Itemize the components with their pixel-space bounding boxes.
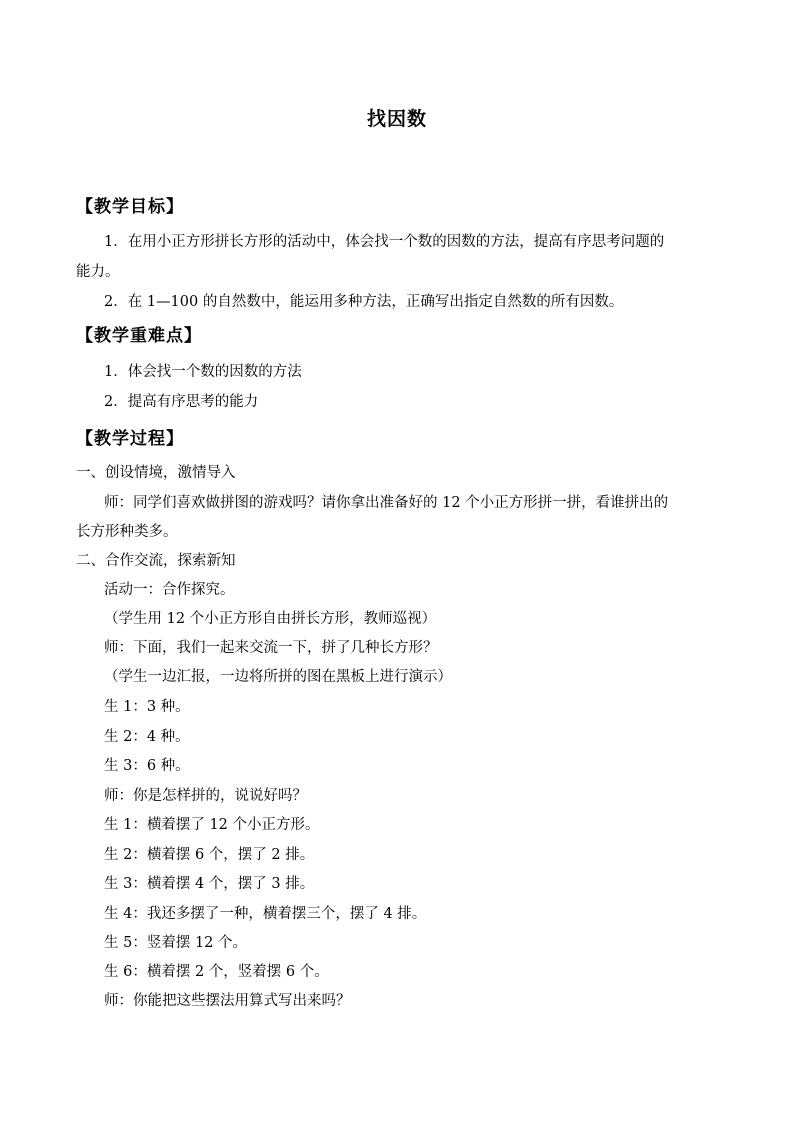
process-line: 师：你能把这些摆法用算式写出来吗？ bbox=[104, 993, 351, 1009]
process-line: 生 4：我还多摆了一种，横着摆三个，摆了 4 排。 bbox=[104, 906, 427, 922]
process-part-2-title: 二、合作交流，探索新知 bbox=[76, 553, 236, 569]
process-line: 师：你是怎样拼的，说说好吗？ bbox=[104, 788, 307, 804]
goal-item-1-line-1: 1．在用小正方形拼长方形的活动中，体会找一个数的因数的方法，提高有序思考问题的 bbox=[104, 234, 665, 250]
goal-item-1-line-2: 能力。 bbox=[76, 264, 120, 280]
process-part-1-line-1: 师：同学们喜欢做拼图的游戏吗？请你拿出准备好的 12 个小正方形拼一拼，看谁拼出的 bbox=[104, 495, 669, 511]
process-line: （学生用 12 个小正方形自由拼长方形，教师巡视） bbox=[104, 611, 437, 627]
difficulty-item-1: 1．体会找一个数的因数的方法 bbox=[104, 364, 302, 380]
process-line: 生 3：6 种。 bbox=[104, 758, 190, 774]
process-line: （学生一边汇报，一边将所拼的图在黑板上进行演示） bbox=[104, 669, 452, 685]
process-part-1-title: 一、创设情境，激情导入 bbox=[76, 465, 236, 481]
process-line: 生 3：横着摆 4 个，摆了 3 排。 bbox=[104, 876, 315, 892]
section-heading-process: 【教学过程】 bbox=[76, 429, 184, 449]
difficulty-item-2: 2．提高有序思考的能力 bbox=[104, 394, 259, 410]
process-line: 生 5：竖着摆 12 个。 bbox=[104, 935, 248, 951]
process-line: 生 2：横着摆 6 个，摆了 2 排。 bbox=[104, 847, 315, 863]
section-heading-difficulties: 【教学重难点】 bbox=[76, 326, 202, 346]
process-line: 生 1：横着摆了 12 个小正方形。 bbox=[104, 817, 320, 833]
process-line: 生 6：横着摆 2 个，竖着摆 6 个。 bbox=[104, 964, 329, 980]
process-line: 生 1：3 种。 bbox=[104, 699, 190, 715]
goal-item-2: 2．在 1—100 的自然数中，能运用多种方法，正确写出指定自然数的所有因数。 bbox=[104, 294, 624, 310]
section-heading-goals: 【教学目标】 bbox=[76, 197, 184, 217]
process-part-1-line-2: 长方形种类多。 bbox=[76, 524, 178, 540]
document-title: 找因数 bbox=[366, 108, 427, 130]
process-line: 生 2：4 种。 bbox=[104, 729, 190, 745]
process-line: 活动一：合作探究。 bbox=[104, 582, 235, 598]
process-line: 师：下面，我们一起来交流一下，拼了几种长方形？ bbox=[104, 640, 438, 656]
